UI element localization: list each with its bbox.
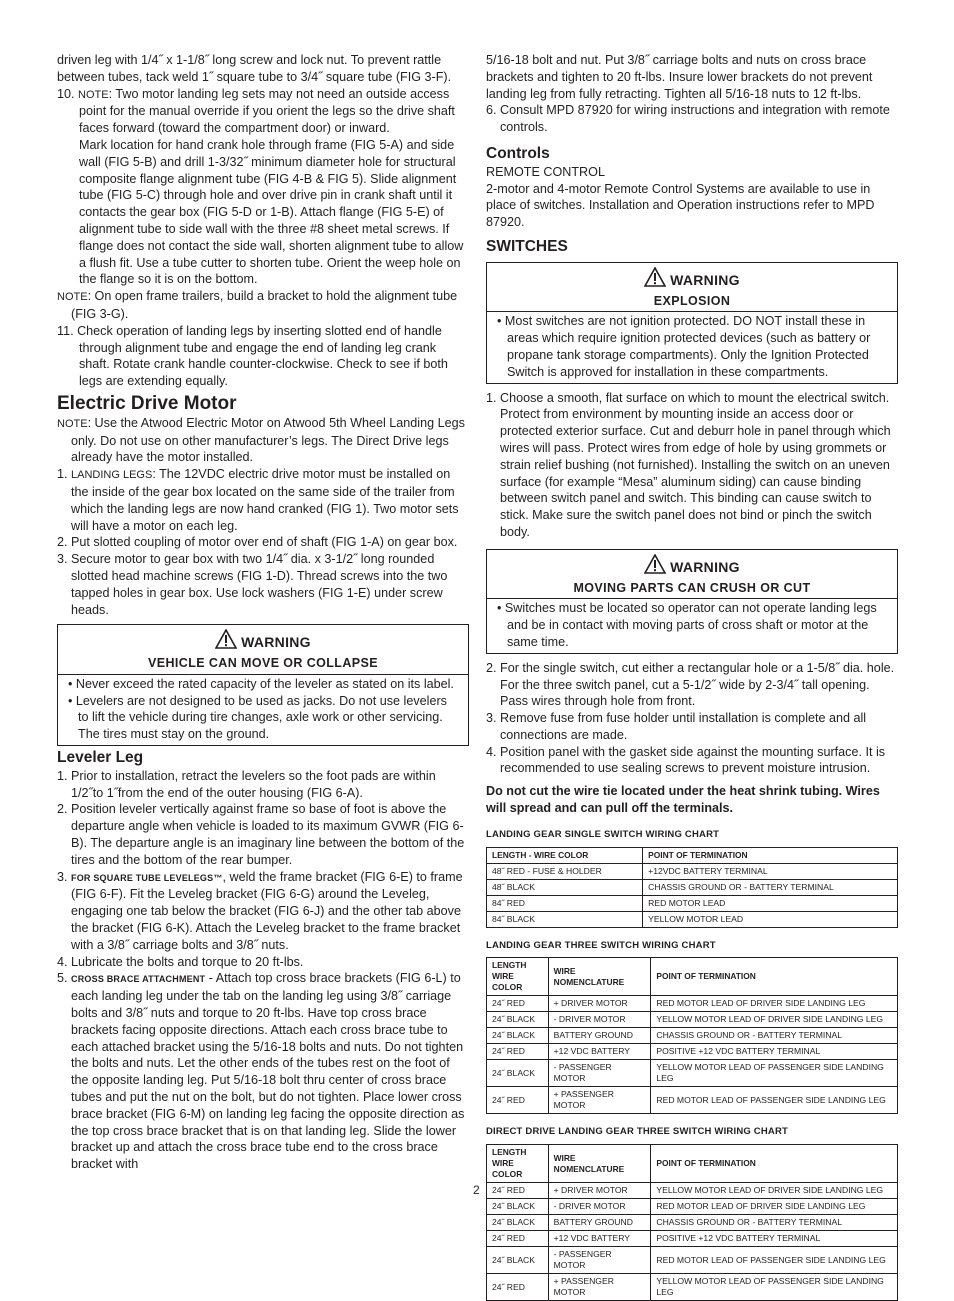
table-cell: 24˝ BLACK xyxy=(487,1012,549,1028)
table-row xyxy=(487,1247,898,1274)
electric-step-1 xyxy=(57,466,469,534)
warning-header xyxy=(58,625,468,675)
table-header-cell: POINT OF TERMINATION xyxy=(651,1145,898,1183)
table-cell: CHASSIS GROUND OR - BATTERY TERMINAL xyxy=(651,1028,898,1044)
wire-tie-note: Do not cut the wire tie located under the heat shrink tubing. Wires will spread and can pull off the terminals. xyxy=(486,784,880,816)
table-cell: RED MOTOR LEAD OF PASSENGER SIDE LANDING LEG xyxy=(651,1087,898,1114)
table-cell: 24˝ RED xyxy=(487,1183,549,1199)
table-cell: YELLOW MOTOR LEAD OF DRIVER SIDE LANDING LEG xyxy=(651,1012,898,1028)
header-wire-color: WIRE COLOR xyxy=(492,1158,523,1180)
note-label: NOTE xyxy=(78,88,109,101)
table-cell: 24˝ BLACK xyxy=(487,1028,549,1044)
table-cell: POSITIVE +12 VDC BATTERY TERMINAL xyxy=(651,1231,898,1247)
table-cell: 84˝ RED xyxy=(487,895,643,911)
leveler-step-4: 4. Lubricate the bolts and torque to 20 ft-lbs. xyxy=(57,954,304,969)
table-row xyxy=(487,1060,898,1087)
table-cell: 24˝ RED xyxy=(487,1274,549,1301)
table-cell: YELLOW MOTOR LEAD xyxy=(643,911,898,927)
table-cell: YELLOW MOTOR LEAD OF PASSENGER SIDE LANDING LEG xyxy=(651,1274,898,1301)
step-10-note: : Two motor landing leg sets may not need an outside access point for the manual override if you orient the legs so the drive shaft faces forward (toward the compartment door) or inward. xyxy=(79,86,455,136)
warning-body xyxy=(487,312,897,382)
three-switch-wiring-table xyxy=(486,957,898,1114)
leveler-step-3 xyxy=(57,869,469,954)
warning-header xyxy=(487,550,897,600)
table-row xyxy=(487,1215,898,1231)
table-row xyxy=(487,895,898,911)
table-cell: YELLOW MOTOR LEAD OF DRIVER SIDE LANDING LEG xyxy=(651,1183,898,1199)
heading-switches: SWITCHES xyxy=(486,237,568,255)
warning-body xyxy=(58,675,468,745)
electric-step-1-number: 1. xyxy=(57,467,68,482)
warning-title: WARNING xyxy=(670,558,740,575)
warning-header xyxy=(487,263,897,313)
step-10-number: 10. xyxy=(57,86,75,101)
table-cell: 24˝ BLACK xyxy=(487,1060,549,1087)
electric-step-2: 2. Put slotted coupling of motor over end of shaft (FIG 1-A) on gear box. xyxy=(57,535,458,550)
heading-electric-drive-motor: Electric Drive Motor xyxy=(57,392,237,414)
table-cell: BATTERY GROUND xyxy=(548,1028,651,1044)
warning-triangle-icon xyxy=(215,629,237,654)
table-header-row xyxy=(487,1145,898,1183)
note-label: NOTE xyxy=(57,417,88,430)
table-header-row xyxy=(487,958,898,996)
note-label: NOTE xyxy=(57,291,88,304)
table-cell: BATTERY GROUND xyxy=(548,1215,651,1231)
table-cell: RED MOTOR LEAD OF DRIVER SIDE LANDING LEG xyxy=(651,996,898,1012)
switch-step-2: 2. For the single switch, cut either a rectangular hole or a 1-5/8˝ dia. hole. For the three switch panel, cut a 5-1/2˝ wide by 2-3/4˝ tall opening. Pass wires through hole from front. xyxy=(486,660,895,709)
table-cell: CHASSIS GROUND OR - BATTERY TERMINAL xyxy=(643,879,898,895)
table-row xyxy=(487,1087,898,1114)
step-10-body: Mark location for hand crank hole through frame (FIG 5-A) and side wall (FIG 5-B) and drill 1-3/32˝ minimum diameter hole for structural composite flange alignment tube (FIG 4-B & FIG 5). Slide alignment tube (FIG 5-C) through hole and over drive pin in crank shaft until it contacts the gear box (FIG 5-D or 1-B). Attach flange (FIG 5-E) of alignment tube to side wall with the three #8 sheet metal screws. If flange does not contact the side wall, shorten alignment tube to allow a flush fit. Use a tube cutter to shorten tube. Orient the weep hole on the flange so it is on the bottom. xyxy=(79,137,464,287)
table-cell: RED MOTOR LEAD OF DRIVER SIDE LANDING LEG xyxy=(651,1199,898,1215)
table-row xyxy=(487,1199,898,1215)
leveler-step-5-number: 5. xyxy=(57,971,68,986)
warning-body xyxy=(487,599,897,652)
step-10 xyxy=(57,86,469,137)
note-atwood-motor xyxy=(57,415,469,466)
table-cell: +12 VDC BATTERY xyxy=(548,1231,651,1247)
table-row xyxy=(487,879,898,895)
table-header-cell xyxy=(487,1145,549,1183)
warning-bullet: • Most switches are not ignition protected. DO NOT install these in areas which require ignition protected devices (such as battery or propane tank storage compartments). Only the Ignition Protected Switch is approved for installation in these compartments. xyxy=(497,314,871,379)
table-cell: +12 VDC BATTERY xyxy=(548,1044,651,1060)
warning-box-vehicle-collapse xyxy=(57,624,469,746)
electric-step-1-text: : The 12VDC electric drive motor must be installed on the inside of the gear box located on the same side of the trailer from which the landing legs are now hand cranked (FIG 1). Two motor sets will have a motor on each leg. xyxy=(71,467,459,533)
switch-step-4: 4. Position panel with the gasket side against the mounting surface. It is recommended to use sealing screws to prevent moisture intrusion. xyxy=(486,744,886,776)
square-tube-label: FOR SQUARE TUBE LEVELEGS™ xyxy=(71,872,223,883)
warning-subtitle: MOVING PARTS CAN CRUSH OR CUT xyxy=(573,580,811,595)
table-cell: YELLOW MOTOR LEAD OF PASSENGER SIDE LANDING LEG xyxy=(651,1060,898,1087)
leveler-step-3-number: 3. xyxy=(57,869,68,884)
table-row xyxy=(487,996,898,1012)
warning-bullet: • Levelers are not designed to be used as jacks. Do not use levelers to lift the vehicle during tire changes, axle work or other servicing. The tires must stay on the ground. xyxy=(68,693,447,742)
table-row xyxy=(487,1012,898,1028)
paragraph-continued: driven leg with 1/4˝ x 1-1/8˝ long screw and lock nut. To prevent rattle between tubes, tack weld 1˝ square tube to 3/4˝ square tube (FIG 3-F). xyxy=(57,53,452,84)
warning-title: WARNING xyxy=(670,271,740,288)
page-number: 2 xyxy=(473,1183,480,1197)
warning-triangle-icon xyxy=(644,554,666,579)
table-row xyxy=(487,1274,898,1301)
right-column xyxy=(486,52,898,1301)
table-header-cell: WIRE NOMENCLATURE xyxy=(548,958,651,996)
single-switch-wiring-table xyxy=(486,847,898,928)
leveler-step-1: 1. Prior to installation, retract the levelers so the foot pads are within 1/2˝to 1˝from the end of the outer housing (FIG 6-A). xyxy=(57,768,436,800)
landing-legs-label: LANDING LEGS xyxy=(71,469,153,482)
heading-controls: Controls xyxy=(486,144,550,162)
direct-drive-wiring-table xyxy=(486,1144,898,1301)
table-row xyxy=(487,911,898,927)
switch-step-3: 3. Remove fuse from fuse holder until installation is complete and all connections are made. xyxy=(486,711,867,742)
three-switch-chart-caption: LANDING GEAR THREE SWITCH WIRING CHART xyxy=(486,939,716,951)
table-cell: CHASSIS GROUND OR - BATTERY TERMINAL xyxy=(651,1215,898,1231)
remote-control-label: REMOTE CONTROL xyxy=(486,164,605,179)
note-open-frame xyxy=(57,288,469,323)
warning-box-moving-parts xyxy=(486,549,898,654)
header-length: LENGTH xyxy=(492,1147,527,1158)
table-cell: + PASSENGER MOTOR xyxy=(548,1274,651,1301)
table-cell: 24˝ BLACK xyxy=(487,1199,549,1215)
table-row xyxy=(487,1028,898,1044)
single-switch-chart-caption: LANDING GEAR SINGLE SWITCH WIRING CHART xyxy=(486,828,720,840)
table-header-cell: LENGTH - WIRE COLOR xyxy=(487,847,643,863)
table-cell: 24˝ BLACK xyxy=(487,1247,549,1274)
warning-title: WARNING xyxy=(241,634,311,651)
heading-leveler-leg: Leveler Leg xyxy=(57,749,144,767)
remote-control-text: 2-motor and 4-motor Remote Control Systems are available to use in place of switches. Installation and Operation instructions refer to MPD 87920. xyxy=(486,181,875,230)
table-cell: 24˝ RED xyxy=(487,996,549,1012)
table-header-cell: POINT OF TERMINATION xyxy=(643,847,898,863)
table-cell: 24˝ RED xyxy=(487,1044,549,1060)
table-cell: - DRIVER MOTOR xyxy=(548,1012,651,1028)
table-cell: 84˝ BLACK xyxy=(487,911,643,927)
table-cell: 24˝ RED xyxy=(487,1231,549,1247)
cross-brace-label: CROSS BRACE ATTACHMENT xyxy=(71,974,206,985)
table-cell: 24˝ BLACK xyxy=(487,1215,549,1231)
table-cell: + DRIVER MOTOR xyxy=(548,996,651,1012)
header-length: LENGTH xyxy=(492,960,527,971)
leveler-step-3-text: , weld the frame bracket (FIG 6-E) to frame (FIG 6-F). Fit the Leveleg bracket (FIG 6-G) around the Leveleg, engaging one tab below the bracket (FIG 6-J) and the other tab above the bracket (FIG 6-K). Attach the Leveleg bracket to the frame bracket with a 3/8˝ carriage bolts and 3/8˝ nuts. xyxy=(71,869,463,952)
direct-drive-chart-caption: DIRECT DRIVE LANDING GEAR THREE SWITCH WIRING CHART xyxy=(486,1126,789,1138)
table-row xyxy=(487,1044,898,1060)
table-header-cell xyxy=(487,958,549,996)
warning-subtitle: VEHICLE CAN MOVE OR COLLAPSE xyxy=(148,656,378,671)
table-cell: +12VDC BATTERY TERMINAL xyxy=(643,863,898,879)
table-header-cell: POINT OF TERMINATION xyxy=(651,958,898,996)
warning-bullet: • Never exceed the rated capacity of the leveler as stated on its label. xyxy=(68,676,454,691)
table-cell: POSITIVE +12 VDC BATTERY TERMINAL xyxy=(651,1044,898,1060)
step-11: 11. Check operation of landing legs by inserting slotted end of handle through alignment tube and engage the end of landing leg crank shaft. Rotate crank handle counter-clockwise. Check to see if both legs are extending equally. xyxy=(57,323,448,389)
electric-step-3: 3. Secure motor to gear box with two 1/4˝ dia. x 3-1/2˝ long rounded slotted head machine screws (FIG 1-D). Thread screws into the two tapped holes in gear box. Use lock washers (FIG 1-E) under screw heads. xyxy=(57,552,448,617)
warning-box-explosion xyxy=(486,262,898,384)
left-column xyxy=(57,52,469,1173)
leveler-step-2: 2. Position leveler vertically against frame so base of foot is above the departure angle when vehicle is loaded to its maximum GVWR (FIG 6-B). The departure angle is an imaginary line between the bottom of the tires and the bottom of the rear bumper. xyxy=(57,802,465,867)
table-cell: 24˝ RED xyxy=(487,1087,549,1114)
warning-subtitle: EXPLOSION xyxy=(653,293,731,308)
warning-bullet: • Switches must be located so operator can not operate landing legs and be in contact with moving parts of cross shaft or motor at the same time. xyxy=(497,601,877,649)
table-cell: + PASSENGER MOTOR xyxy=(548,1087,651,1114)
table-row xyxy=(487,1183,898,1199)
table-cell: 48˝ RED - FUSE & HOLDER xyxy=(487,863,643,879)
table-cell: + DRIVER MOTOR xyxy=(548,1183,651,1199)
table-cell: RED MOTOR LEAD OF PASSENGER SIDE LANDING LEG xyxy=(651,1247,898,1274)
table-cell: - PASSENGER MOTOR xyxy=(548,1247,651,1274)
paragraph-continued: 5/16-18 bolt and nut. Put 3/8˝ carriage bolts and nuts on cross brace brackets and tighten to 20 ft-lbs. Insure lower brackets do not prevent landing leg from fully retracting. Tighten all 5/16-18 nuts to 12 ft-lbs. xyxy=(486,53,873,101)
table-header-cell: WIRE NOMENCLATURE xyxy=(548,1145,651,1183)
warning-triangle-icon xyxy=(644,267,666,292)
table-row xyxy=(487,1231,898,1247)
header-wire-color: WIRE COLOR xyxy=(492,971,523,993)
table-row xyxy=(487,863,898,879)
step-6: 6. Consult MPD 87920 for wiring instructions and integration with remote controls. xyxy=(486,103,890,135)
leveler-step-5 xyxy=(57,970,469,1173)
table-header-row xyxy=(487,847,898,863)
note-open-frame-text: : On open frame trailers, build a bracket to hold the alignment tube (FIG 3-G). xyxy=(71,289,458,321)
leveler-step-5-text: - Attach top cross brace brackets (FIG 6-L) to each landing leg under the tab on the landing leg using 3/8˝ carriage bolts and 3/8˝ nuts and torque to 20 ft-lbs. Have top cross brace brackets facing opposite directions. Attach each cross brace tube to each attached bracket using the 5/16-18 bolts and nuts. Do not tighten the bolts and nuts. Let the other ends of the tubes rest on the foot of the opposite landing leg. Put 5/16-18 bolt thru center of cross brace tubes and put the nut on the bolt, but do not tighten. Place lower cross brace bracket (FIG 6-M) on landing leg facing the opposite direction as the top cross brace bracket that is on that landing leg. Slide the lower bracket up and attach the cross brace tube end to the cross brace bracket with xyxy=(71,971,465,1172)
table-cell: 48˝ BLACK xyxy=(487,879,643,895)
note-atwood-motor-text: : Use the Atwood Electric Motor on Atwood 5th Wheel Landing Legs only. Do not use on other manufacturer’s legs. The Direct Drive legs already have the motor installed. xyxy=(71,415,465,465)
table-cell: RED MOTOR LEAD xyxy=(643,895,898,911)
switch-step-1: 1. Choose a smooth, flat surface on which to mount the electrical switch. Protect from environment by mounting inside an access door or protected exterior surface. Cut and deburr hole in panel through which wires will pass. Protect wires from edge of hole by using grommets or strain relief bushing (not furnished). Installing the switch on an uneven surface (for example “Mesa” aluminum siding) can cause binding between switch panel and switch. This binding can cause switch to stick. Make sure the switch panel does not bind or pinch the switch body. xyxy=(486,390,891,539)
table-cell: - DRIVER MOTOR xyxy=(548,1199,651,1215)
table-cell: - PASSENGER MOTOR xyxy=(548,1060,651,1087)
